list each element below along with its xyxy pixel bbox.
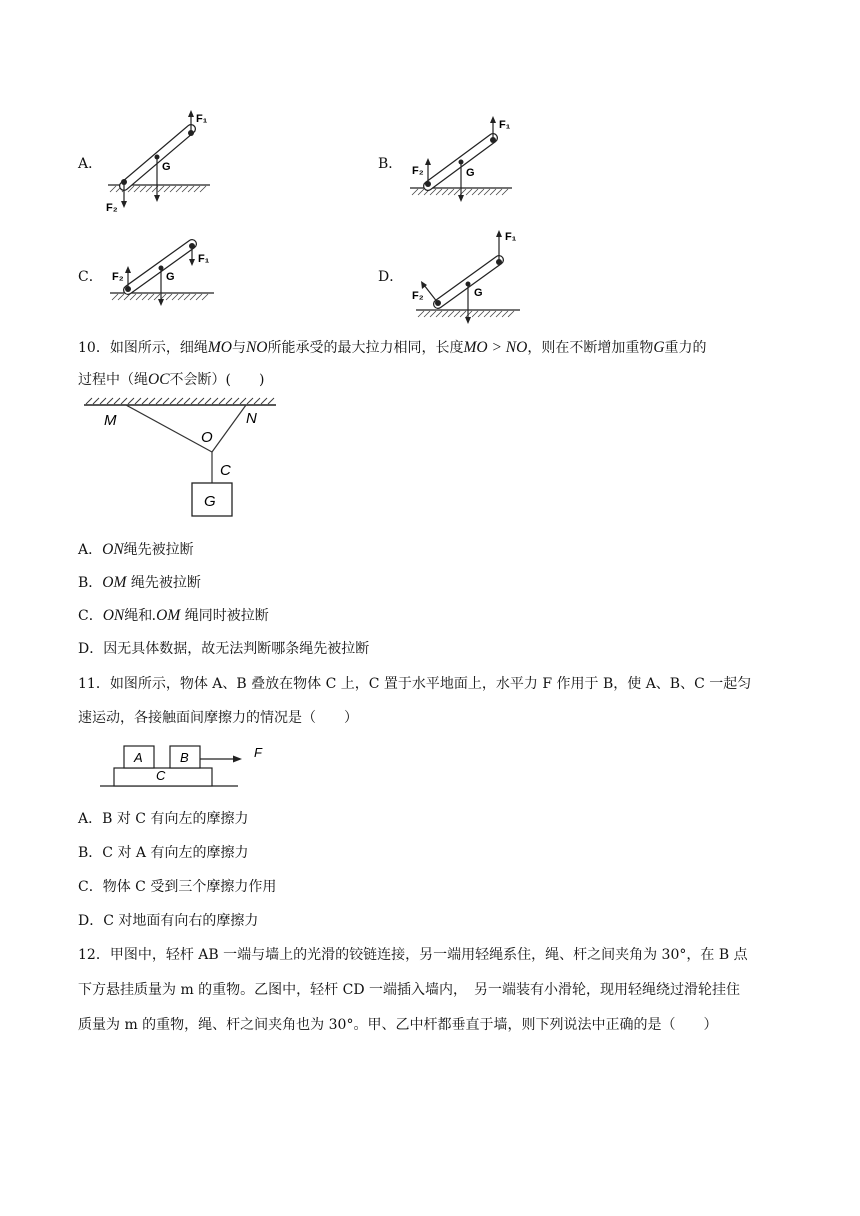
q9-c-g-label: G <box>166 271 175 283</box>
q10-label-c: C <box>220 462 231 479</box>
q11-figure <box>98 738 278 790</box>
q10-figure <box>80 396 280 520</box>
var-inequality: MO > NO <box>463 339 528 356</box>
q11-stem-line1: 11．如图所示，物体 A、B 叠放在物体 C 上，C 置于水平地面上，水平力 F 作用于 B，使 A、B、C 一起匀 <box>78 676 752 692</box>
q9-option-d-letter: D． <box>378 269 404 285</box>
q10-option-b[interactable]: B．OM 绳先被拉断 <box>78 574 201 591</box>
q9-option-c-letter: C． <box>78 269 103 285</box>
q10-option-a[interactable]: A．ON绳先被拉断 <box>78 541 194 558</box>
q10-stem-line2: 过程中（绳OC不会断）( ) <box>78 371 265 388</box>
q9-option-b-figure <box>406 110 526 210</box>
q10-label-g: G <box>204 493 216 510</box>
q9-b-g-label: G <box>466 167 475 179</box>
q9-option-a-letter: A． <box>78 156 103 172</box>
q10-label-m: M <box>104 412 117 429</box>
q9-option-a-figure <box>100 108 220 218</box>
q9-option-c-figure <box>106 228 226 318</box>
q11-option-c[interactable]: C．物体 C 受到三个摩擦力作用 <box>78 879 277 895</box>
q9-b-f2-label: F₂ <box>412 165 424 177</box>
q9-option-d-figure <box>410 224 530 324</box>
var-mo: MO <box>207 339 232 356</box>
var-g: G <box>653 339 665 356</box>
q9-a-g-label: G <box>162 161 171 173</box>
q11-option-d[interactable]: D．C 对地面有向右的摩擦力 <box>78 913 259 929</box>
q10-label-o: O <box>201 429 213 446</box>
q9-a-f2-label: F₂ <box>106 202 118 214</box>
q10-stem-line1: 10．如图所示，细绳MO与NO所能承受的最大拉力相同，长度MO > NO，则在不断增加重物G重力的 <box>78 339 707 356</box>
q9-c-f2-label: F₂ <box>112 271 124 283</box>
q10-label-n: N <box>246 410 257 427</box>
q10-option-c[interactable]: C．ON绳和.OM 绳同时被拉断 <box>78 607 269 624</box>
q11-label-b: B <box>180 750 189 765</box>
var-oc: OC <box>148 371 170 388</box>
var-no: NO <box>245 339 268 356</box>
q12-stem-line1: 12．甲图中，轻杆 AB 一端与墙上的光滑的铰链连接，另一端用轻绳系住，绳、杆之间夹角为 30°，在 B 点 <box>78 947 748 963</box>
q11-label-a: A <box>134 750 143 765</box>
q9-d-g-label: G <box>474 287 483 299</box>
q11-stem-line2: 速运动，各接触面间摩擦力的情况是（ ） <box>78 710 358 726</box>
q12-stem-line3: 质量为 m 的重物，绳、杆之间夹角也为 30°。甲、乙中杆都垂直于墙，则下列说法中正确的是（ ） <box>78 1017 718 1033</box>
q12-stem-line2: 下方悬挂质量为 m 的重物。乙图中，轻杆 CD 一端插入墙内， 另一端装有小滑轮，现用轻绳绕过滑轮挂住 <box>78 982 741 998</box>
q11-option-a[interactable]: A．B 对 C 有向左的摩擦力 <box>78 811 249 827</box>
q9-c-f1-label: F₁ <box>198 253 210 265</box>
q9-d-f2-label: F₂ <box>412 290 424 302</box>
q9-b-f1-label: F₁ <box>499 119 511 131</box>
q11-label-c: C <box>156 768 166 783</box>
q11-option-b[interactable]: B．C 对 A 有向左的摩擦力 <box>78 845 249 861</box>
q10-option-d[interactable]: D．因无具体数据，故无法判断哪条绳先被拉断 <box>78 641 370 657</box>
q9-d-f1-label: F₁ <box>505 231 517 243</box>
q9-a-f1-label: F₁ <box>196 113 208 125</box>
q11-label-f: F <box>254 745 262 760</box>
q9-option-b-letter: B． <box>378 156 403 172</box>
